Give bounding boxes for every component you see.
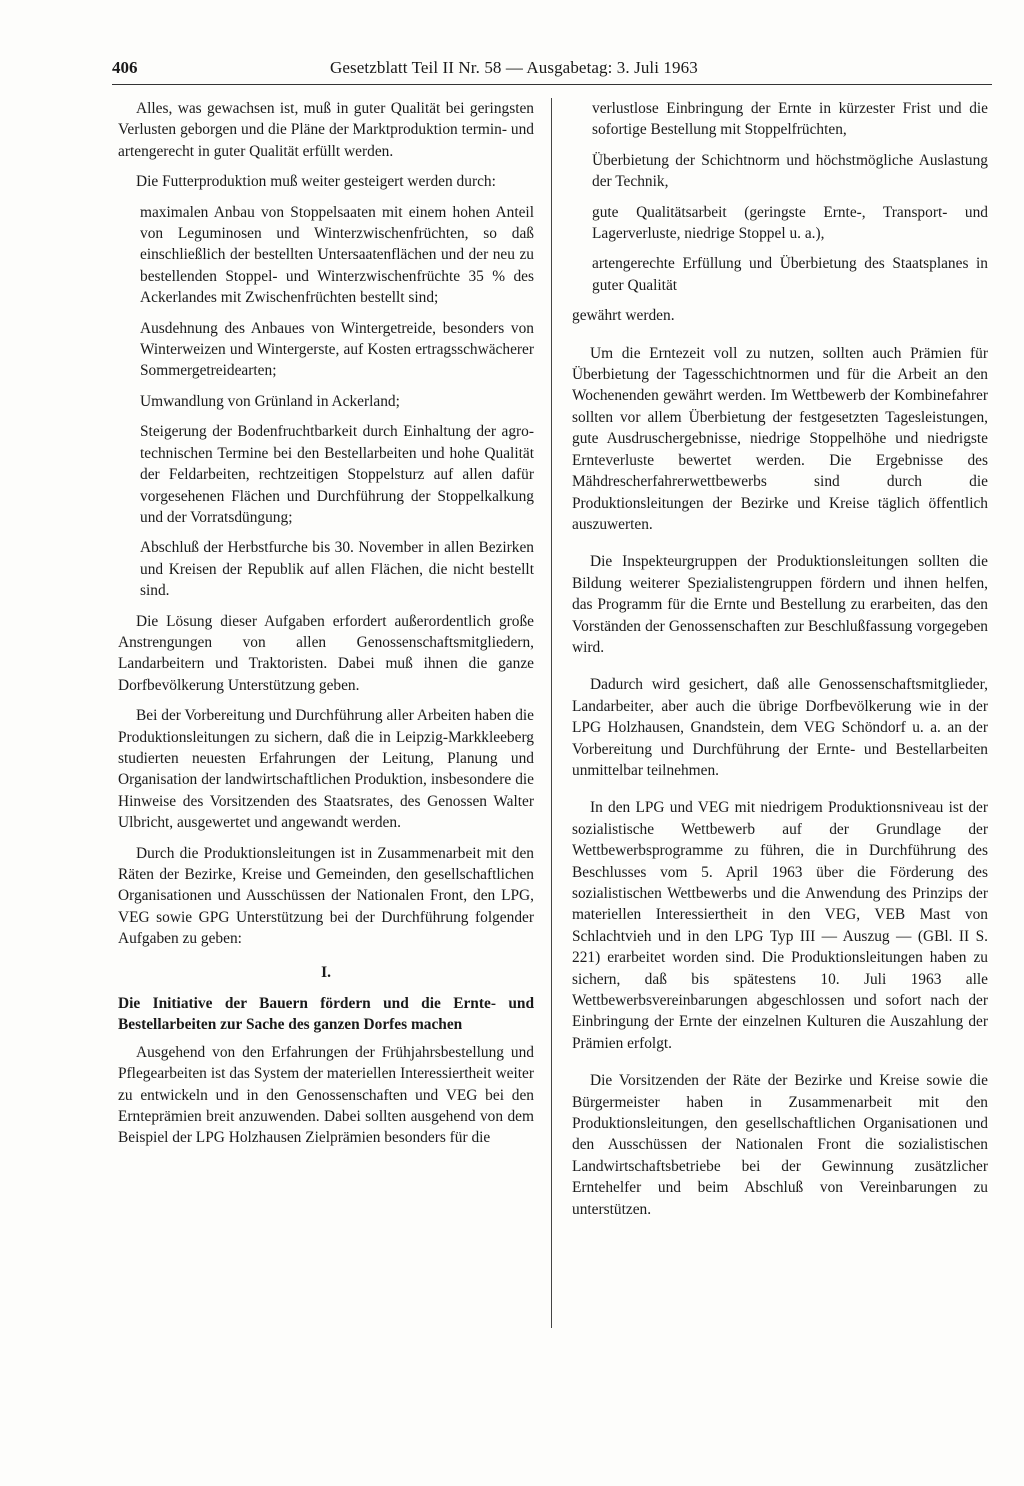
section-heading: Die Initiative der Bauern fördern und die Ernte- und Bestellarbeiten zur Sache des ganzen Dorfes machen	[118, 995, 534, 1034]
header-rule	[112, 84, 992, 85]
paragraph: Die Futterproduktion muß weiter gesteigert werden durch:	[136, 173, 496, 191]
list-item: Abschluß der Herbstfurche bis 30. November in allen Bezirken und Kreisen der Republik auf allen Flächen, die nicht bestellt sind.	[140, 539, 534, 600]
paragraph: In den LPG und VEG mit niedrigem Produktionsniveau ist der sozialistische Wettbewerb auf der Grundlage der Wettbewerbsprogramme zu führen, die in Durchführung des Beschlusses vom 5. April 1963 über die Förderung des sozialistischen Wettbewerbs und die Anwendung des Prinzips der materiellen Interessiertheit in den VEG, VEB Mast von Schlachtvieh und in den LPG Typ III — Auszug — (GBl. II S. 221) erarbeitet worden sind. Die Produktionsleitungen haben zu sichern, daß bis spätestens 10. Juli 1963 alle Wettbewerbsvereinbarungen abgeschlossen und sofort nach der Einbringung der Ernte der einzelnen Kulturen die Auszahlung der Prämien erfolgt.	[572, 799, 988, 1052]
paragraph: Ausgehend von den Erfahrungen der Frühjahrsbestellung und Pflegearbeiten ist das System der materiellen Interessiertheit weiter zu entwickeln und in den Genossenschaften und VEG bei den Ernteprämien breit anzuwenden. Dabei sollten ausgehend von dem Beispiel der LPG Holzhausen Zielprämien besonders für die	[118, 1043, 534, 1147]
list-item: Ausdehnung des Anbaues von Wintergetreide, besonders von Winterweizen und Wintergerste, auf Kosten ertragsschwächerer Sommergetreidearten;	[140, 319, 534, 380]
list-item: artengerechte Erfüllung und Überbietung des Staatsplanes in guter Qualität	[592, 255, 988, 294]
page-header	[112, 58, 992, 84]
page-number: 406	[112, 58, 138, 77]
paragraph: Durch die Produktionsleitungen ist in Zusammenarbeit mit den Räten der Bezirke, Kreise und Gemeinden, den gesellschaftlichen Organisationen und Ausschüssen der Nationalen Front, den LPG, VEG sowie GPG Unterstützung bei der Durchführung folgender Aufgaben zu geben:	[118, 844, 534, 948]
paragraph: Alles, was gewachsen ist, muß in guter Qualität bei geringsten Verlusten geborgen und die Pläne der Marktproduktion termin- und artengerecht in guter Qualität erfüllt werden.	[118, 100, 534, 160]
list-item: verlustlose Einbringung der Ernte in kürzester Frist und die sofortige Bestellung mit Stoppelfrüchten,	[592, 100, 988, 139]
right-column	[572, 98, 988, 1229]
paragraph: gewährt werden.	[572, 307, 675, 325]
paragraph: Die Lösung dieser Aufgaben erfordert außerordentlich große Anstrengungen von allen Genossenschaftsmitgliedern, Landarbeitern und Traktoristen. Dabei muß ihnen die ganze Dorfbevölkerung Unterstützung geben.	[118, 612, 534, 694]
list-item: gute Qualitätsarbeit (geringste Ernte-, Transport- und Lagerverluste, niedrige Stoppel u. a.),	[592, 203, 988, 243]
paragraph: Bei der Vorbereitung und Durchführung aller Arbeiten haben die Produktionsleitungen zu sichern, daß die in Leipzig-Markkleeberg studierten neuesten Erfahrungen der Leitung, Planung und Organisation der landwirtschaftlichen Produktion, insbesondere die Hinweise des Vorsitzenden des Staatsrates, des Genossen Walter Ulbricht, ausgewertet und angewandt werden.	[118, 707, 534, 832]
paragraph: Um die Erntezeit voll zu nutzen, sollten auch Prämien für Überbietung der Tagesschichtnormen und für die Arbeit an den Wochenenden gewährt werden. Im Wettbewerb der Kombinefahrer sollten vor allem Überbietung der festgesetzten Tagesleistungen, gute Ausdruschergebnisse, niedrige Stoppelhöhe und niedrigste Ernteverluste bewertet werden. Die Ergebnisse des Mähdrescherfahrerwettbewerbs sind durch die Produktionsleitungen der Bezirke und Kreise täglich öffentlich auszuwerten.	[572, 344, 988, 533]
left-column	[118, 98, 534, 1158]
paragraph: Die Vorsitzenden der Räte der Bezirke und Kreise sowie die Bürgermeister haben in Zusammenarbeit mit den Produktionsleitungen, den gesellschaftlichen Organisationen und den Ausschüssen der Nationalen Front die sozialistischen Landwirtschaftsbetriebe bei der Gewinnung zusätzlicher Erntehelfer und beim Abschluß von Vereinbarungen zu unterstützen.	[572, 1072, 988, 1218]
list-item: Umwandlung von Grünland in Ackerland;	[140, 392, 400, 410]
column-divider	[551, 98, 552, 1328]
list-item: Steigerung der Bodenfruchtbarkeit durch Einhaltung der agro-technischen Termine bei den Bestellarbeiten und hohe Qualität der Feldarbeiten, rechtzeitigen Stoppelsturz auf allen dafür vorgesehenen Flächen und Durchführung der Stoppelkalkung und der Vorratsdüngung;	[140, 423, 534, 526]
paragraph: Die Inspekteurgruppen der Produktionsleitungen sollten die Bildung weiterer Spezialistengruppen fördern und ihnen helfen, das Programm für die Ernte und Bestellung zu erarbeiten, das den Vorständen der Genossenschaften zur Beschlußfassung vorgegeben wird.	[572, 553, 988, 656]
section-number: I.	[321, 963, 331, 981]
paragraph: Dadurch wird gesichert, daß alle Genossenschaftsmitglieder, Landarbeiter, aber auch die übrige Dorfbevölkerung wie in der LPG Holzhausen, Gnandstein, dem VEG Schöndorf u. a. an der Vorbereitung und Durchführung der Ernte- und Bestellarbeiten unmittelbar teilnehmen.	[572, 676, 988, 779]
list-item: maximalen Anbau von Stoppelsaaten mit einem hohen Anteil von Leguminosen und Winterzwischenfrüchten, so daß einschließlich der bestellten Untersaatenflächen und der neu zu bestellenden Stoppel- und Winterzwischenfrüchte 35 % des Ackerlandes mit Zwischenfrüchten bestellt sind;	[140, 203, 534, 307]
list-item: Überbietung der Schichtnorm und höchstmögliche Auslastung der Technik,	[592, 151, 988, 191]
running-title: Gesetzblatt Teil II Nr. 58 — Ausgabetag: 3. Juli 1963	[330, 58, 698, 77]
